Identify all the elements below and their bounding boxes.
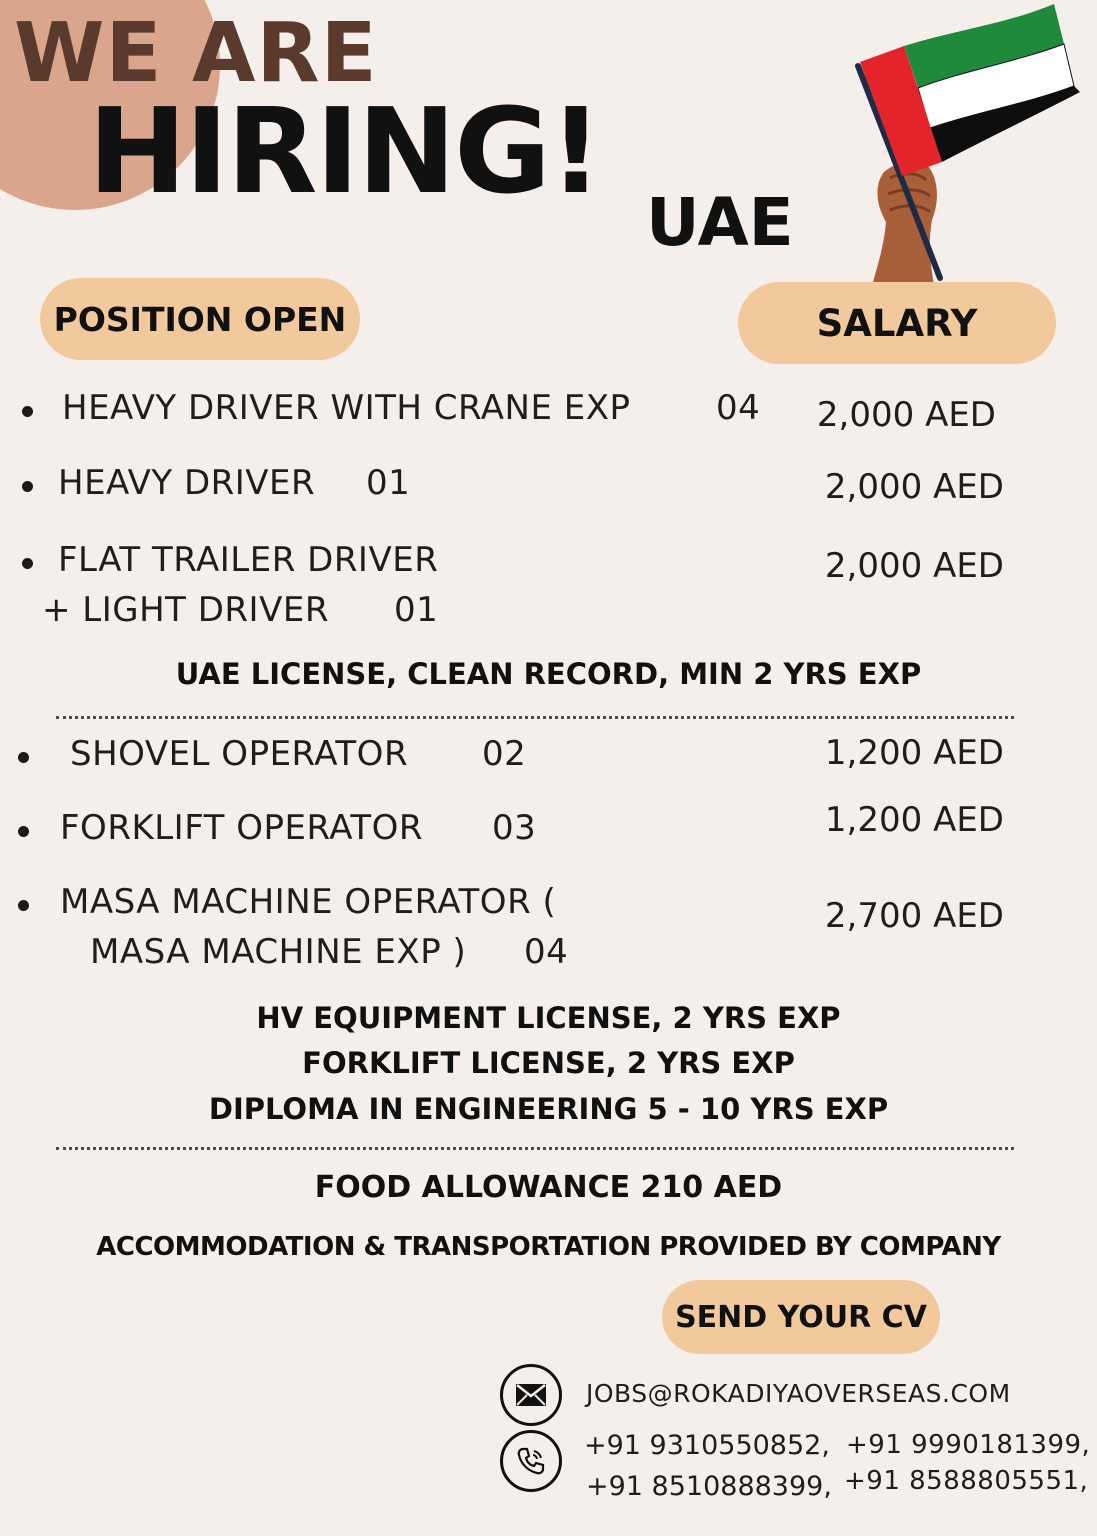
job-count: 01 [394,590,439,630]
phone-number[interactable]: +91 8588805551, [844,1466,1089,1496]
requirement-text: FORKLIFT LICENSE, 2 YRS EXP [302,1046,795,1080]
food-allowance: FOOD ALLOWANCE 210 AED [314,1170,783,1205]
job-title: MASA MACHINE OPERATOR ( [60,882,557,922]
phone-number[interactable]: +91 8510888399, [586,1471,832,1502]
job-salary: 2,000 AED [824,546,1004,586]
bullet [22,481,33,492]
uae-flag-icon [846,0,1086,285]
uae-flag-cloth [860,4,1080,176]
job-title: HEAVY DRIVER [58,463,316,503]
position-open-label: POSITION OPEN [40,278,360,360]
bullet [18,826,29,837]
divider [56,1147,1014,1150]
requirement-text: DIPLOMA IN ENGINEERING 5 - 10 YRS EXP [208,1092,889,1126]
salary-label: SALARY [738,282,1056,364]
job-count: 04 [716,388,761,428]
envelope-icon [500,1364,562,1426]
job-title: SHOVEL OPERATOR [70,734,409,774]
divider [56,716,1014,719]
send-cv-label: SEND YOUR CV [662,1280,940,1354]
job-title: FLAT TRAILER DRIVER [58,540,439,580]
accommodation-note: ACCOMMODATION & TRANSPORTATION PROVIDED BY COMPANY [96,1232,1001,1262]
job-count: 04 [524,932,569,972]
job-count: 02 [482,734,527,774]
job-count: 03 [492,808,537,848]
bullet [18,752,29,763]
country-label: UAE [646,184,794,261]
requirement-text: UAE LICENSE, CLEAN RECORD, MIN 2 YRS EXP [175,657,922,691]
requirement-text: HV EQUIPMENT LICENSE, 2 YRS EXP [256,1001,841,1035]
phone-number[interactable]: +91 9310550852, [584,1430,830,1461]
headline-we-are: WE ARE [14,6,378,101]
job-salary: 2,700 AED [824,896,1004,936]
bullet [22,558,33,569]
job-salary: 1,200 AED [824,800,1004,840]
job-title-line2: + LIGHT DRIVER [42,590,329,630]
job-title: HEAVY DRIVER WITH CRANE EXP [62,388,631,428]
headline-hiring: HIRING! [88,82,601,220]
job-title-line2: MASA MACHINE EXP ) [90,932,467,972]
phone-icon [500,1430,562,1492]
job-salary: 1,200 AED [824,733,1004,773]
job-count: 01 [366,463,411,503]
job-salary: 2,000 AED [824,467,1004,507]
job-salary: 2,000 AED [816,395,996,435]
bullet [18,900,29,911]
phone-number[interactable]: +91 9990181399, [846,1430,1091,1460]
email-address[interactable]: JOBS@ROKADIYAOVERSEAS.COM [586,1379,1011,1408]
job-title: FORKLIFT OPERATOR [60,808,424,848]
bullet [22,406,33,417]
